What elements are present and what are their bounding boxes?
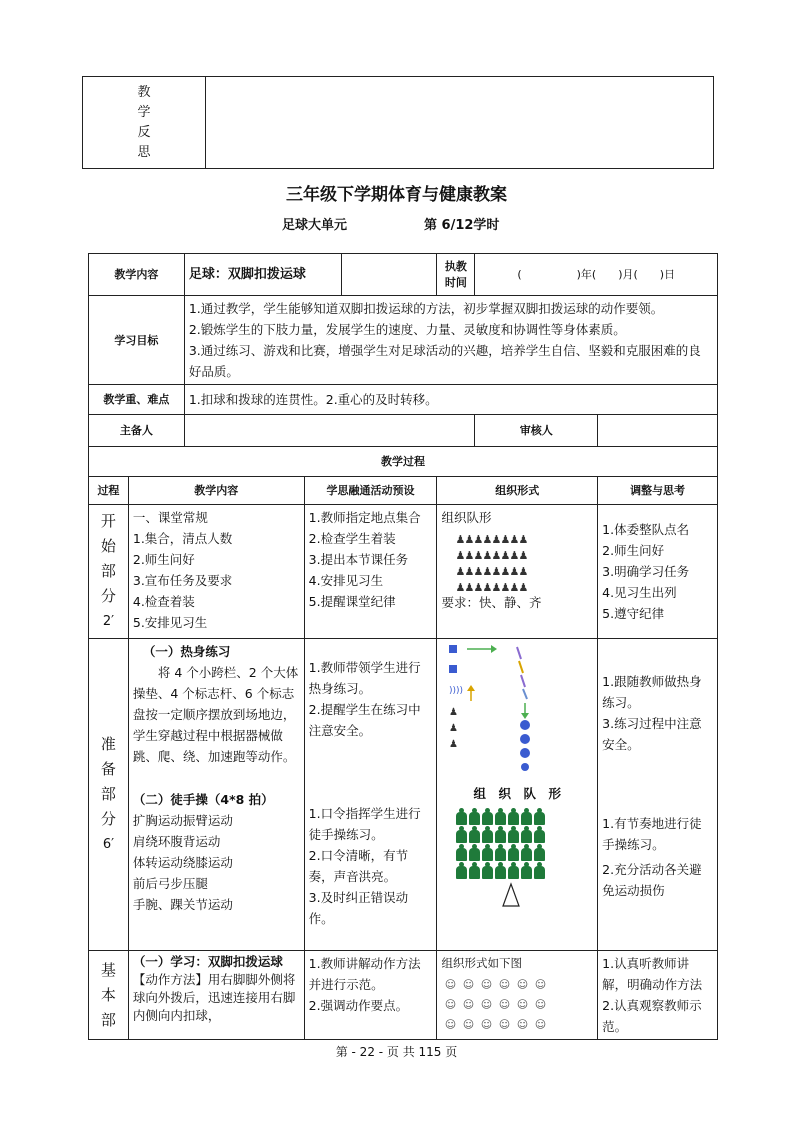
stage-prep: 准 备 部 分 6′ bbox=[89, 639, 129, 951]
warmup-diagram bbox=[441, 641, 553, 771]
basic-activities: 1.教师讲解动作方法并进行示范。 2.强调动作要点。 bbox=[304, 951, 437, 1040]
reflection-table bbox=[82, 76, 714, 169]
col-content: 教学内容 bbox=[128, 477, 304, 505]
basic-formation: ☺ ☺ ☺ ☺ ☺ ☺ ☺ ☺ ☺ ☺ ☺ ☺ ☺ ☺ ☺ ☺ ☺ ☺ bbox=[444, 978, 547, 1031]
reflection-label: 教 学 反 思 bbox=[83, 77, 206, 169]
date-field: ( )年( )月( )日 bbox=[475, 254, 718, 296]
svg-text:♟: ♟ bbox=[449, 723, 459, 734]
goal-item: 2.锻炼学生的下肢力量，发展学生的速度、力量、灵敏度和协调性等身体素质。 bbox=[188, 322, 626, 337]
prep-activities: 1.教师带领学生进行热身练习。 2.提醒学生在练习中注意安全。 1.口令指挥学生进行徒手操练习。 2.口令清晰，有节奏，声音洪亮。 3.及时纠正错误动作。 bbox=[304, 639, 437, 951]
free-exercise-formation bbox=[441, 810, 593, 882]
basic-organization: 组织形式如下图 ☺ ☺ ☺ ☺ ☺ ☺ ☺ ☺ ☺ ☺ ☺ ☺ ☺ ☺ ☺ ☺ ☺ ☺ bbox=[437, 951, 598, 1040]
prep-content: （一）热身练习 将 4 个小跨栏、2 个大体操垫、4 个标志杆、6 个标志盘按一定顺序摆放到场地边，学生穿越过程中根据器械做跳、爬、绕、加速跑等动作。 （二）徒手操（4*8 拍） 扩胸运动振臂运动 肩绕环腹背运动 体转运动绕膝运动 前后弓步压腿 手腕、踝关节运动 bbox=[128, 639, 304, 951]
time-label: 执教时间 bbox=[437, 254, 475, 296]
content-value: 足球：双脚扣拨运球 bbox=[184, 254, 341, 296]
stage-basic: 基 本 部 bbox=[89, 951, 129, 1040]
goals-list bbox=[184, 296, 717, 385]
col-organization: 组织形式 bbox=[437, 477, 598, 505]
reviewer-label: 审核人 bbox=[475, 415, 598, 447]
basic-content: （一）学习：双脚扣拨运球 【动作方法】用右脚脚外侧将球向外拨后，迅速连接用右脚内侧向内扣球， bbox=[128, 951, 304, 1040]
col-stage: 过程 bbox=[89, 477, 129, 505]
col-reflection: 调整与思考 bbox=[598, 477, 718, 505]
prep-reflection: 1.跟随教师做热身练习。 3.练习过程中注意安全。 1.有节奏地进行徒手操练习。 2.充分活动各关避免运动损伤 bbox=[598, 639, 718, 951]
lesson-table bbox=[88, 253, 718, 1040]
start-content: 一、课堂常规 1.集合，清点人数 2.师生问好 3.宣布任务及要求 4.检查着装 5.安排见习生 bbox=[128, 505, 304, 639]
lesson-label: 第 6/12学时 bbox=[424, 218, 500, 233]
goals-label: 学习目标 bbox=[89, 296, 185, 385]
prep-organization: )))) ♟ ♟ ♟ 组 织 队 形 bbox=[437, 639, 598, 951]
page-title: 三年级下学期体育与健康教案 bbox=[286, 185, 507, 205]
stage-start: 开 始 部 分 2′ bbox=[89, 505, 129, 639]
goal-item: 1.通过教学，学生能够知道双脚扣拨运球的方法，初步掌握双脚扣拨运球的动作要领。 bbox=[188, 301, 664, 316]
reviewer-value bbox=[598, 415, 718, 447]
formation-diagram: ♟♟♟♟♟♟♟♟ ♟♟♟♟♟♟♟♟ ♟♟♟♟♟♟♟♟ ♟♟♟♟♟♟♟♟ bbox=[455, 533, 529, 594]
start-activities: 1.教师指定地点集合 2.检查学生着装 3.提出本节课任务 4.安排见习生 5.提醒课堂纪律 bbox=[304, 505, 437, 639]
key-value: 1.扣球和拨球的连贯性。2.重心的及时转移。 bbox=[184, 385, 717, 415]
reflection-body bbox=[206, 77, 714, 169]
svg-text:♟: ♟ bbox=[449, 707, 459, 718]
page-footer: 第 - 22 - 页 共 115 页 bbox=[335, 1045, 458, 1059]
teacher-triangle-icon bbox=[441, 882, 553, 908]
unit-label: 足球大单元 bbox=[282, 218, 348, 233]
basic-reflection: 1.认真听教师讲解，明确动作方法 2.认真观察教师示范。 bbox=[598, 951, 718, 1040]
goal-item: 3.通过练习、游戏和比赛，增强学生对足球活动的兴趣，培养学生自信、坚毅和克服困难的良好品质。 bbox=[188, 343, 701, 379]
start-organization: 组织队形 ♟♟♟♟♟♟♟♟ ♟♟♟♟♟♟♟♟ ♟♟♟♟♟♟♟♟ ♟♟♟♟♟♟♟♟ 要求：快、静、齐 bbox=[437, 505, 598, 639]
preparer-label: 主备人 bbox=[89, 415, 185, 447]
content-label: 教学内容 bbox=[89, 254, 185, 296]
svg-text:♟: ♟ bbox=[449, 739, 459, 750]
start-reflection: 1.体委整队点名 2.师生问好 3.明确学习任务 4.见习生出列 5.遵守纪律 bbox=[598, 505, 718, 639]
process-label: 教学过程 bbox=[89, 447, 718, 477]
preparer-value bbox=[184, 415, 475, 447]
key-label: 教学重、难点 bbox=[89, 385, 185, 415]
svg-text:)))): )))) bbox=[449, 686, 464, 696]
col-activities: 学思融通活动预设 bbox=[304, 477, 437, 505]
